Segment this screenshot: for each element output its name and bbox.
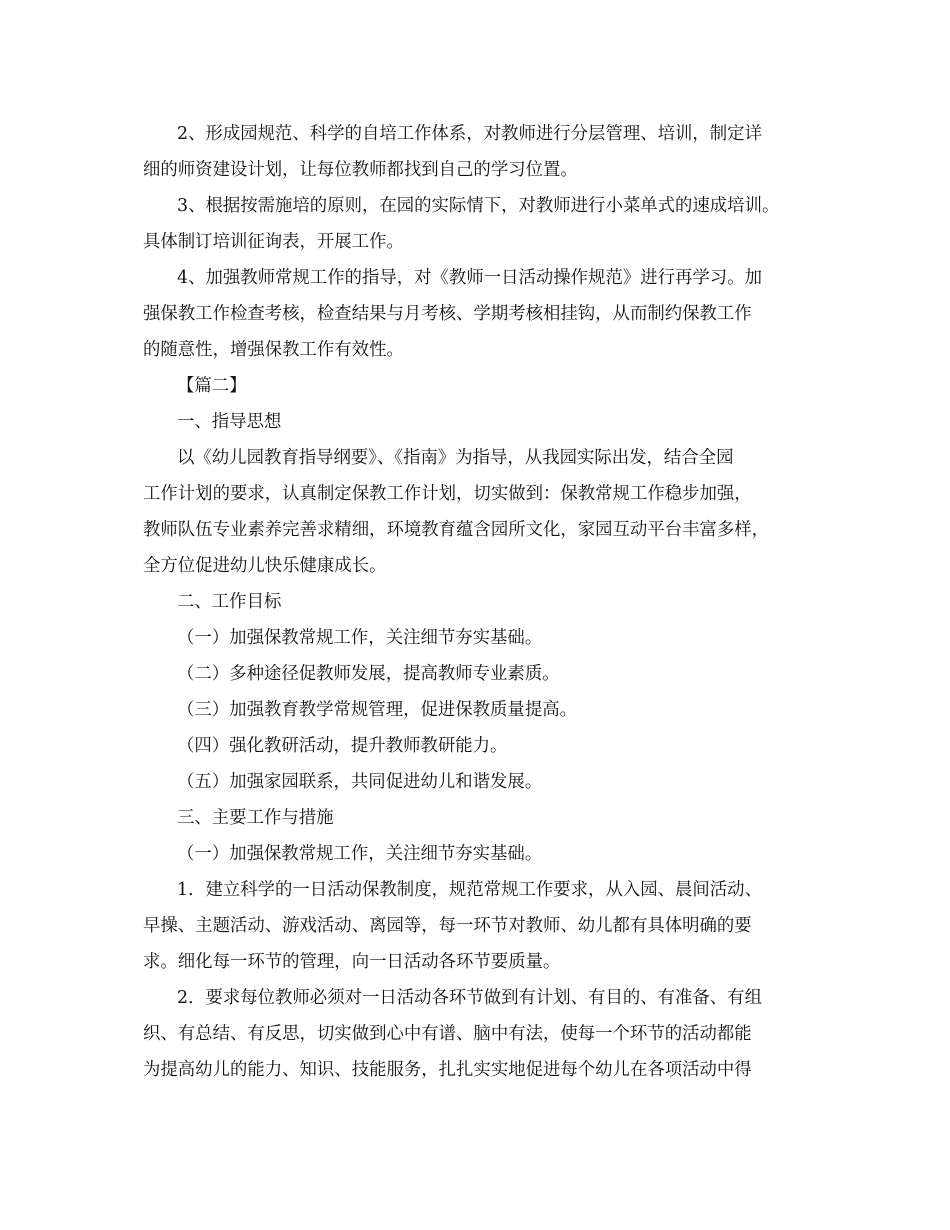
text-line: 3、根据按需施培的原则，在园的实际情下，对教师进行小菜单式的速成培训。 <box>177 196 780 216</box>
text-line: 二、工作目标 <box>177 592 282 612</box>
text-line: 4、加强教师常规工作的指导，对《教师一日活动操作规范》进行再学习。加 <box>177 268 762 288</box>
text-line: 2．要求每位教师必须对一日活动各环节做到有计划、有目的、有准备、有组 <box>177 988 762 1008</box>
text-line: 求。细化每一环节的管理，向一日活动各环节要质量。 <box>143 952 561 972</box>
text-line: 三、主要工作与措施 <box>177 808 334 828</box>
text-line: 1．建立科学的一日活动保教制度，规范常规工作要求，从入园、晨间活动、 <box>177 880 762 900</box>
text-line: （二）多种途径促教师发展，提高教师专业素质。 <box>177 664 560 684</box>
text-line: （三）加强教育教学常规管理，促进保教质量提高。 <box>177 700 577 720</box>
text-line: 全方位促进幼儿快乐健康成长。 <box>143 556 387 576</box>
text-line: 以《幼儿园教育指导纲要》、《指南》为指导，从我园实际出发，结合全园 <box>177 448 734 468</box>
text-line: 2、形成园规范、科学的自培工作体系，对教师进行分层管理、培训，制定详 <box>177 124 762 144</box>
text-line: （一）加强保教常规工作，关注细节夯实基础。 <box>177 844 543 864</box>
text-line: （四）强化教研活动，提升教师教研能力。 <box>177 736 508 756</box>
text-line: 【篇二】 <box>177 376 247 396</box>
text-line: 织、有总结、有反思，切实做到心中有谱、脑中有法，使每一个环节的活动都能 <box>143 1024 752 1044</box>
text-line: 强保教工作检查考核，检查结果与月考核、学期考核相挂钩，从而制约保教工作 <box>143 304 752 324</box>
text-line: （五）加强家园联系，共同促进幼儿和谐发展。 <box>177 772 543 792</box>
text-line: 一、指导思想 <box>177 412 282 432</box>
text-line: （一）加强保教常规工作，关注细节夯实基础。 <box>177 628 543 648</box>
text-line: 具体制订培训征询表，开展工作。 <box>143 232 404 252</box>
text-line: 的随意性，增强保教工作有效性。 <box>143 340 404 360</box>
document-body <box>143 116 815 1088</box>
text-line: 细的师资建设计划，让每位教师都找到自己的学习位置。 <box>143 160 578 180</box>
text-line: 早操、主题活动、游戏活动、离园等，每一环节对教师、幼儿都有具体明确的要 <box>143 916 752 936</box>
text-line: 教师队伍专业素养完善求精细，环境教育蕴含园所文化，家园互动平台丰富多样， <box>143 520 770 540</box>
text-line: 工作计划的要求，认真制定保教工作计划，切实做到：保教常规工作稳步加强， <box>143 484 752 504</box>
text-line: 为提高幼儿的能力、知识、技能服务，扎扎实实地促进每个幼儿在各项活动中得 <box>143 1060 752 1080</box>
